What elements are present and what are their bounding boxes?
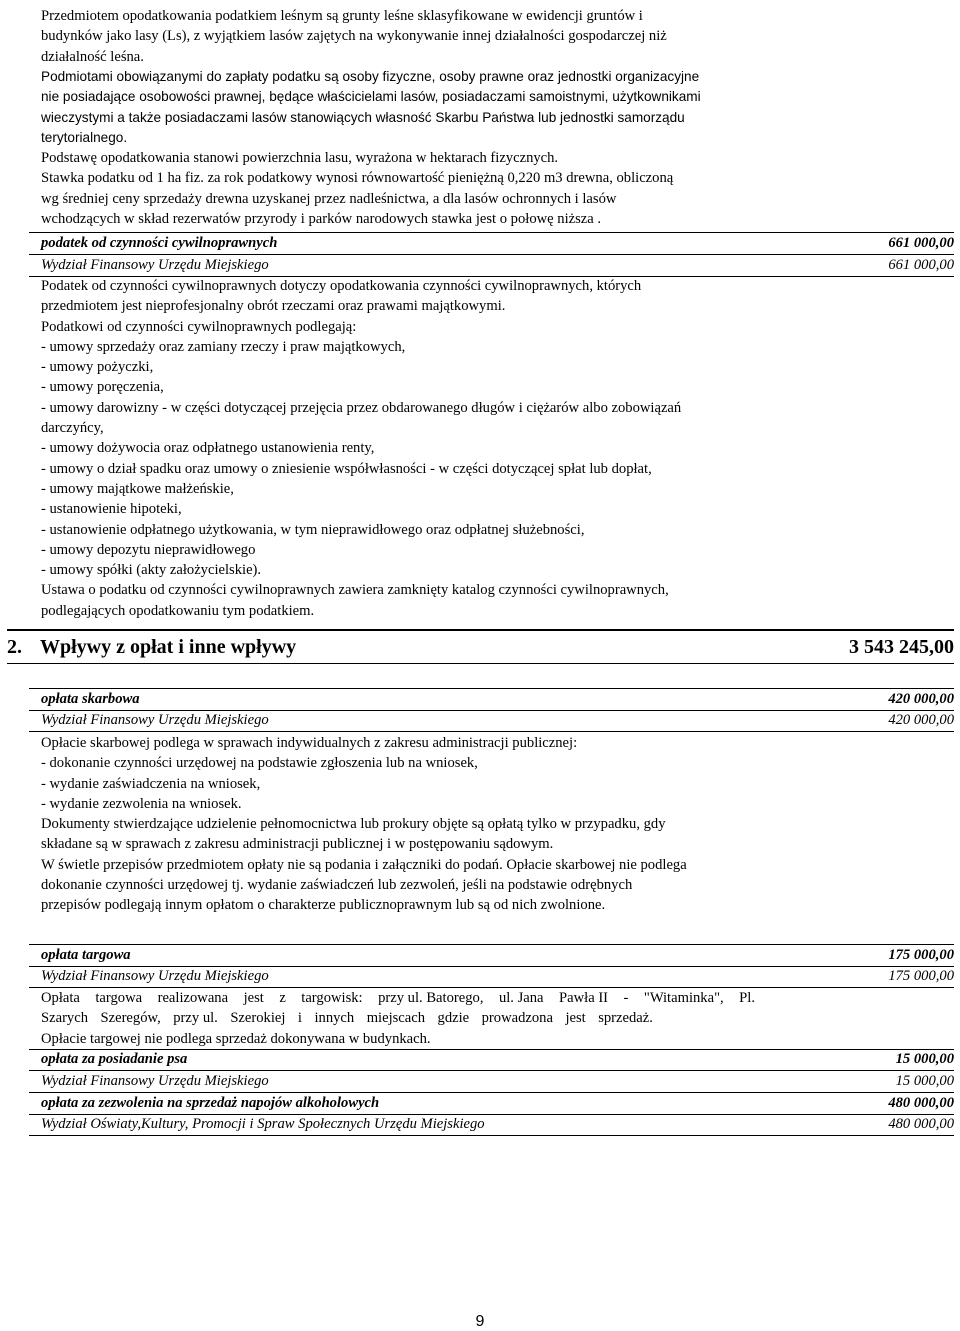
text-line: budynków jako lasy (Ls), z wyjątkiem lasów zajętych na wykonywanie innej działalności gospodarczej niż bbox=[41, 28, 667, 45]
unit-row-targowa bbox=[41, 966, 954, 986]
unit-value: 480 000,00 bbox=[888, 1116, 954, 1132]
section-divider bbox=[7, 663, 954, 664]
item-row-skarbowa bbox=[41, 689, 954, 709]
text-line: Stawka podatku od 1 ha fiz. za rok podatkowy wynosi równowartość pieniężną 0,220 m3 drewna, obliczoną bbox=[41, 170, 674, 187]
word: Szerokiej bbox=[230, 1010, 286, 1027]
word: miejscach bbox=[366, 1010, 426, 1027]
text-line: Podatkowi od czynności cywilnoprawnych podlegają: bbox=[41, 318, 357, 335]
word: "Witaminka", bbox=[643, 990, 724, 1006]
unit-label: Wydział Finansowy Urzędu Miejskiego bbox=[41, 968, 269, 984]
unit-label: Wydział Oświaty,Kultury, Promocji i Spraw Społecznych Urzędu Miejskiego bbox=[41, 1116, 485, 1132]
word: Pl. bbox=[739, 990, 755, 1006]
unit-value: 15 000,00 bbox=[895, 1073, 954, 1089]
section-number: 2. bbox=[7, 636, 22, 658]
text-line: Opłacie targowej nie podlega sprzedaż dokonywana w budynkach. bbox=[41, 1030, 431, 1047]
section-value: 3 543 245,00 bbox=[849, 636, 954, 658]
page-number: 9 bbox=[475, 1313, 485, 1330]
list-item: - ustanowienie odpłatnego użytkowania, w tym nieprawidłowego oraz odpłatnej służebności, bbox=[41, 521, 585, 538]
item-row-cywil bbox=[41, 233, 954, 253]
text-line bbox=[41, 1008, 653, 1028]
word: gdzie bbox=[437, 1010, 470, 1027]
unit-row-cywil bbox=[41, 255, 954, 275]
text-line: wieczystymi a także posiadaczami lasów stanowiących własność Skarbu Państwa lub jednostki samorządu bbox=[41, 109, 685, 125]
item-label: opłata za posiadanie psa bbox=[41, 1051, 188, 1067]
item-value: 480 000,00 bbox=[888, 1095, 954, 1111]
list-item: - umowy dożywocia oraz odpłatnego ustanowienia renty, bbox=[41, 440, 375, 457]
word: targowa bbox=[95, 990, 143, 1006]
unit-row-psa bbox=[41, 1071, 954, 1091]
text-line: Dokumenty stwierdzające udzielenie pełnomocnictwa lub prokury objęte są opłatą tylko w przypadku, gdy bbox=[41, 816, 666, 833]
list-item: darczyńcy, bbox=[41, 420, 104, 437]
list-item: - umowy poręczenia, bbox=[41, 379, 164, 396]
item-row-psa bbox=[41, 1049, 954, 1069]
word: ul. Jana bbox=[498, 990, 544, 1006]
text-line: wchodzących w skład rezerwatów przyrody i parków narodowych stawka jest o połowę niższa . bbox=[41, 210, 602, 227]
word: przy ul. Batorego, bbox=[378, 990, 484, 1006]
item-value: 175 000,00 bbox=[888, 947, 954, 963]
unit-row-alkohol bbox=[41, 1114, 954, 1134]
section-heading-2 bbox=[7, 634, 954, 660]
paragraph-forest-tax-subject bbox=[41, 6, 946, 67]
word: sprzedaż. bbox=[598, 1010, 653, 1027]
text-line: składane są w sprawach z zakresu administracji publicznej i w postępowaniu sądowym. bbox=[41, 836, 554, 853]
text-line: W świetle przepisów przedmiotem opłaty nie są podania i załączniki do podań. Opłacie skarbowej nie podlega bbox=[41, 856, 687, 873]
unit-row-skarbowa bbox=[41, 710, 954, 730]
word: jest bbox=[243, 990, 264, 1006]
word: - bbox=[623, 990, 629, 1006]
text-line: dokonanie czynności urzędowej tj. wydanie zaświadczeń lub zezwoleń, jeśli na podstawie odrębnych bbox=[41, 877, 633, 894]
section-divider bbox=[7, 629, 954, 631]
paragraph-tax-base bbox=[41, 148, 946, 229]
unit-label: Wydział Finansowy Urzędu Miejskiego bbox=[41, 712, 269, 728]
section-title: Wpływy z opłat i inne wpływy bbox=[40, 636, 297, 658]
list-item: - umowy pożyczki, bbox=[41, 359, 154, 376]
paragraph-targowa-description bbox=[41, 988, 755, 1049]
item-value: 661 000,00 bbox=[888, 235, 954, 251]
item-label: opłata targowa bbox=[41, 947, 131, 963]
unit-label: Wydział Finansowy Urzędu Miejskiego bbox=[41, 1073, 269, 1089]
list-item: - dokonanie czynności urzędowej na podstawie zgłoszenia lub na wniosek, bbox=[41, 755, 478, 772]
divider bbox=[29, 731, 954, 732]
unit-value: 175 000,00 bbox=[888, 968, 954, 984]
unit-value: 420 000,00 bbox=[888, 712, 954, 728]
word: Szarych bbox=[41, 1010, 89, 1027]
word: Szeregów, bbox=[100, 1010, 161, 1027]
item-label: opłata skarbowa bbox=[41, 691, 140, 707]
text-line: wg średniej ceny sprzedaży drewna uzyskanej przez nadleśnictwa, a dla lasów ochronnych i lasów bbox=[41, 190, 617, 207]
text-line: Ustawa o podatku od czynności cywilnoprawnych zawiera zamknięty katalog czynności cywilnoprawnych, bbox=[41, 582, 669, 599]
word: targowisk: bbox=[301, 990, 363, 1006]
text-line: Przedmiotem opodatkowania podatkiem leśnym są grunty leśne sklasyfikowane w ewidencji gruntów i bbox=[41, 8, 643, 24]
text-line: nie posiadające osobowości prawnej, będące właścicielami lasów, posiadaczami samoistnymi, użytkownikami bbox=[41, 89, 701, 105]
paragraph-cywil-description bbox=[41, 276, 946, 621]
text-line bbox=[41, 988, 755, 1008]
paragraph-taxpayers bbox=[41, 67, 946, 148]
list-item: - umowy o dział spadku oraz umowy o zniesienie współwłasności - w części dotyczącej spłat lub dopłat, bbox=[41, 460, 652, 477]
item-row-targowa bbox=[41, 945, 954, 965]
word: prowadzona bbox=[481, 1010, 553, 1027]
word: przy ul. bbox=[173, 1010, 218, 1027]
divider bbox=[29, 1135, 954, 1136]
list-item: - ustanowienie hipoteki, bbox=[41, 501, 182, 518]
item-row-alkohol bbox=[41, 1093, 954, 1113]
unit-value: 661 000,00 bbox=[888, 257, 954, 273]
item-value: 15 000,00 bbox=[895, 1051, 954, 1067]
word: Opłata bbox=[41, 990, 80, 1006]
text-line: Podmiotami obowiązanymi do zapłaty podatku są osoby fizyczne, osoby prawne oraz jednostki organizacyjne bbox=[41, 69, 700, 84]
list-item: - wydanie zaświadczenia na wniosek, bbox=[41, 775, 261, 792]
word: innych bbox=[314, 1010, 355, 1027]
item-value: 420 000,00 bbox=[888, 691, 954, 707]
word: jest bbox=[565, 1010, 586, 1027]
text-line: terytorialnego. bbox=[41, 129, 128, 145]
list-item: - wydanie zezwolenia na wniosek. bbox=[41, 795, 242, 812]
list-item: - umowy majątkowe małżeńskie, bbox=[41, 480, 234, 497]
word: Pawła II bbox=[559, 990, 609, 1006]
item-label: podatek od czynności cywilnoprawnych bbox=[41, 235, 278, 251]
text-line: działalność leśna. bbox=[41, 48, 144, 65]
paragraph-skarbowa-description bbox=[41, 733, 946, 916]
text-line: podlegających opodatkowaniu tym podatkiem. bbox=[41, 602, 315, 619]
unit-label: Wydział Finansowy Urzędu Miejskiego bbox=[41, 257, 269, 273]
word: i bbox=[297, 1010, 302, 1027]
list-item: - umowy depozytu nieprawidłowego bbox=[41, 541, 256, 558]
list-item: - umowy darowizny - w części dotyczącej przejęcia przez obdarowanego długów i ciężarów albo zobowiązań bbox=[41, 399, 682, 416]
text-line: Podatek od czynności cywilnoprawnych dotyczy opodatkowania czynności cywilnoprawnych, których bbox=[41, 278, 642, 294]
word: realizowana bbox=[157, 990, 229, 1006]
word: z bbox=[279, 990, 286, 1006]
list-item: - umowy spółki (akty założycielskie). bbox=[41, 562, 262, 579]
text-line: Opłacie skarbowej podlega w sprawach indywidualnych z zakresu administracji publicznej: bbox=[41, 735, 578, 751]
text-line: przepisów podlegają innym opłatom o charakterze publicznoprawnym lub są od nich zwolnione. bbox=[41, 897, 606, 914]
item-label: opłata za zezwolenia na sprzedaż napojów alkoholowych bbox=[41, 1095, 380, 1111]
list-item: - umowy sprzedaży oraz zamiany rzeczy i praw majątkowych, bbox=[41, 338, 406, 355]
text-line: przedmiotem jest nieprofesjonalny obrót rzeczami oraz prawami majątkowymi. bbox=[41, 298, 506, 315]
text-line: Podstawę opodatkowania stanowi powierzchnia lasu, wyrażona w hektarach fizycznych. bbox=[41, 150, 559, 166]
